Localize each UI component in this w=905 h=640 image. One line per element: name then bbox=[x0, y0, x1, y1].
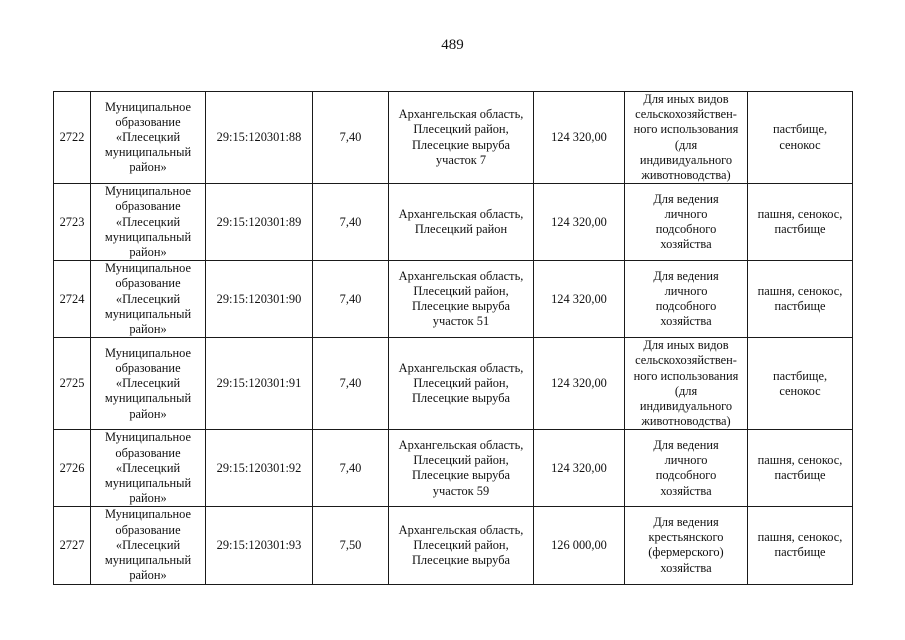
address-cell bbox=[389, 507, 534, 584]
address-line: Плесецкие выруба bbox=[411, 299, 510, 314]
cadastral-number-cell: 29:15:120301:92 bbox=[206, 430, 313, 507]
permitted-use-line: крестьянского bbox=[648, 530, 724, 545]
land-category-line: пастбище, bbox=[772, 122, 828, 137]
area-cell: 7,40 bbox=[313, 92, 389, 184]
permitted-use-line: ного использования bbox=[633, 122, 739, 137]
address-line: участок 51 bbox=[432, 314, 490, 329]
permitted-use-cell bbox=[625, 92, 748, 184]
owner-cell bbox=[91, 430, 206, 507]
permitted-use-line: Для ведения bbox=[653, 268, 719, 283]
permitted-use-cell bbox=[625, 338, 748, 430]
table-row bbox=[54, 261, 853, 338]
permitted-use-line: (для bbox=[674, 137, 698, 152]
owner-line: муниципальный bbox=[104, 306, 192, 321]
address-line: Плесецкие выруба bbox=[411, 553, 510, 568]
area-cell: 7,40 bbox=[313, 338, 389, 430]
area-cell: 7,40 bbox=[313, 184, 389, 261]
owner-line: район» bbox=[129, 160, 167, 175]
price-cell: 124 320,00 bbox=[534, 92, 625, 184]
table-row bbox=[54, 338, 853, 430]
permitted-use-line: (для bbox=[674, 383, 698, 398]
land-category-cell bbox=[748, 261, 853, 338]
cadastral-number-cell: 29:15:120301:88 bbox=[206, 92, 313, 184]
land-category-line: сенокос bbox=[779, 383, 821, 398]
row-number: 2726 bbox=[54, 430, 91, 507]
owner-line: Муниципальное bbox=[105, 261, 191, 276]
address-line: Архангельская область, bbox=[398, 207, 524, 222]
address-line: Плесецкий район, bbox=[413, 453, 509, 468]
owner-cell bbox=[91, 338, 206, 430]
address-line: Плесецкие выруба bbox=[411, 391, 510, 406]
area-cell: 7,40 bbox=[313, 430, 389, 507]
owner-line: муниципальный bbox=[104, 145, 192, 160]
cadastral-number-cell: 29:15:120301:89 bbox=[206, 184, 313, 261]
owner-line: Муниципальное bbox=[105, 345, 191, 360]
permitted-use-line: личного bbox=[664, 207, 708, 222]
land-category-line: пастбище bbox=[774, 545, 826, 560]
owner-cell bbox=[91, 184, 206, 261]
owner-line: муниципальный bbox=[104, 476, 192, 491]
address-line: Плесецкие выруба bbox=[411, 468, 510, 483]
permitted-use-line: сельскохозяйствен- bbox=[635, 353, 737, 368]
permitted-use-line: (фермерского) bbox=[648, 545, 724, 560]
land-category-line: сенокос bbox=[779, 137, 821, 152]
owner-line: «Плесецкий bbox=[115, 460, 181, 475]
owner-cell bbox=[91, 261, 206, 338]
land-category-line: пашня, сенокос, bbox=[757, 207, 843, 222]
owner-line: муниципальный bbox=[104, 229, 192, 244]
cadastral-number-cell: 29:15:120301:90 bbox=[206, 261, 313, 338]
address-cell bbox=[389, 430, 534, 507]
permitted-use-line: Для иных видов bbox=[643, 92, 729, 106]
owner-line: Муниципальное bbox=[105, 184, 191, 199]
owner-line: район» bbox=[129, 491, 167, 506]
land-category-cell bbox=[748, 338, 853, 430]
address-line: Архангельская область, bbox=[398, 522, 524, 537]
address-line: Плесецкий район bbox=[414, 222, 508, 237]
permitted-use-cell bbox=[625, 261, 748, 338]
land-plots-table bbox=[53, 91, 853, 585]
owner-line: образование bbox=[115, 276, 181, 291]
permitted-use-line: сельскохозяйствен- bbox=[635, 107, 737, 122]
owner-line: Муниципальное bbox=[105, 507, 191, 522]
permitted-use-line: Для ведения bbox=[653, 438, 719, 453]
permitted-use-line: подсобного bbox=[655, 468, 717, 483]
address-cell bbox=[389, 338, 534, 430]
table-row bbox=[54, 507, 853, 584]
owner-line: образование bbox=[115, 522, 181, 537]
permitted-use-cell bbox=[625, 430, 748, 507]
address-cell bbox=[389, 261, 534, 338]
owner-line: образование bbox=[115, 114, 181, 129]
address-cell bbox=[389, 184, 534, 261]
price-cell: 124 320,00 bbox=[534, 261, 625, 338]
row-number: 2723 bbox=[54, 184, 91, 261]
row-number: 2724 bbox=[54, 261, 91, 338]
land-category-cell bbox=[748, 430, 853, 507]
permitted-use-line: хозяйства bbox=[660, 314, 712, 329]
owner-line: «Плесецкий bbox=[115, 130, 181, 144]
permitted-use-line: Для ведения bbox=[653, 191, 719, 206]
owner-cell bbox=[91, 92, 206, 184]
permitted-use-line: индивидуального bbox=[639, 399, 733, 414]
permitted-use-line: животноводства) bbox=[641, 168, 731, 183]
permitted-use-line: подсобного bbox=[655, 222, 717, 237]
land-category-line: пашня, сенокос, bbox=[757, 284, 843, 299]
area-cell: 7,40 bbox=[313, 261, 389, 338]
owner-line: район» bbox=[129, 322, 167, 337]
permitted-use-line: ного использования bbox=[633, 368, 739, 383]
price-cell: 124 320,00 bbox=[534, 430, 625, 507]
price-cell: 126 000,00 bbox=[534, 507, 625, 584]
permitted-use-line: личного bbox=[664, 284, 708, 299]
row-number: 2727 bbox=[54, 507, 91, 584]
land-category-line: пашня, сенокос, bbox=[757, 453, 843, 468]
address-line: Архангельская область, bbox=[398, 268, 524, 283]
owner-cell bbox=[91, 507, 206, 584]
land-category-line: пастбище bbox=[774, 299, 826, 314]
table-row bbox=[54, 184, 853, 261]
address-cell bbox=[389, 92, 534, 184]
permitted-use-line: Для ведения bbox=[653, 515, 719, 530]
owner-line: образование bbox=[115, 445, 181, 460]
address-line: Плесецкие выруба bbox=[411, 137, 510, 152]
owner-line: муниципальный bbox=[104, 391, 192, 406]
permitted-use-line: Для иных видов bbox=[643, 338, 729, 353]
page-number: 489 bbox=[441, 37, 464, 53]
address-line: участок 7 bbox=[435, 152, 487, 167]
permitted-use-line: индивидуального bbox=[639, 152, 733, 167]
land-category-cell bbox=[748, 507, 853, 584]
owner-line: Муниципальное bbox=[105, 99, 191, 114]
owner-line: образование bbox=[115, 361, 181, 376]
owner-line: район» bbox=[129, 406, 167, 421]
owner-line: образование bbox=[115, 199, 181, 214]
address-line: Архангельская область, bbox=[398, 438, 524, 453]
permitted-use-line: подсобного bbox=[655, 299, 717, 314]
permitted-use-line: хозяйства bbox=[660, 560, 712, 575]
owner-line: «Плесецкий bbox=[115, 537, 181, 552]
permitted-use-line: личного bbox=[664, 453, 708, 468]
address-line: Плесецкий район, bbox=[413, 376, 509, 391]
table-row bbox=[54, 92, 853, 184]
owner-line: Муниципальное bbox=[105, 430, 191, 445]
owner-line: район» bbox=[129, 245, 167, 260]
table-row bbox=[54, 430, 853, 507]
permitted-use-cell bbox=[625, 184, 748, 261]
permitted-use-line: хозяйства bbox=[660, 483, 712, 498]
land-category-cell bbox=[748, 92, 853, 184]
table-body bbox=[54, 92, 853, 585]
owner-line: «Плесецкий bbox=[115, 214, 181, 229]
owner-line: район» bbox=[129, 568, 167, 583]
address-line: Архангельская область, bbox=[398, 361, 524, 376]
row-number: 2725 bbox=[54, 338, 91, 430]
land-category-cell bbox=[748, 184, 853, 261]
land-category-line: пашня, сенокос, bbox=[757, 530, 843, 545]
permitted-use-line: хозяйства bbox=[660, 237, 712, 252]
permitted-use-cell bbox=[625, 507, 748, 584]
permitted-use-line: животноводства) bbox=[641, 414, 731, 429]
land-category-line: пастбище bbox=[774, 468, 826, 483]
owner-line: «Плесецкий bbox=[115, 291, 181, 306]
address-line: Плесецкий район, bbox=[413, 122, 509, 137]
owner-line: «Плесецкий bbox=[115, 376, 181, 391]
address-line: Плесецкий район, bbox=[413, 537, 509, 552]
address-line: Плесецкий район, bbox=[413, 284, 509, 299]
cadastral-number-cell: 29:15:120301:91 bbox=[206, 338, 313, 430]
land-category-line: пастбище, bbox=[772, 368, 828, 383]
price-cell: 124 320,00 bbox=[534, 338, 625, 430]
owner-line: муниципальный bbox=[104, 553, 192, 568]
row-number: 2722 bbox=[54, 92, 91, 184]
cadastral-number-cell: 29:15:120301:93 bbox=[206, 507, 313, 584]
address-line: Архангельская область, bbox=[398, 107, 524, 122]
price-cell: 124 320,00 bbox=[534, 184, 625, 261]
land-category-line: пастбище bbox=[774, 222, 826, 237]
address-line: участок 59 bbox=[432, 483, 490, 498]
area-cell: 7,50 bbox=[313, 507, 389, 584]
